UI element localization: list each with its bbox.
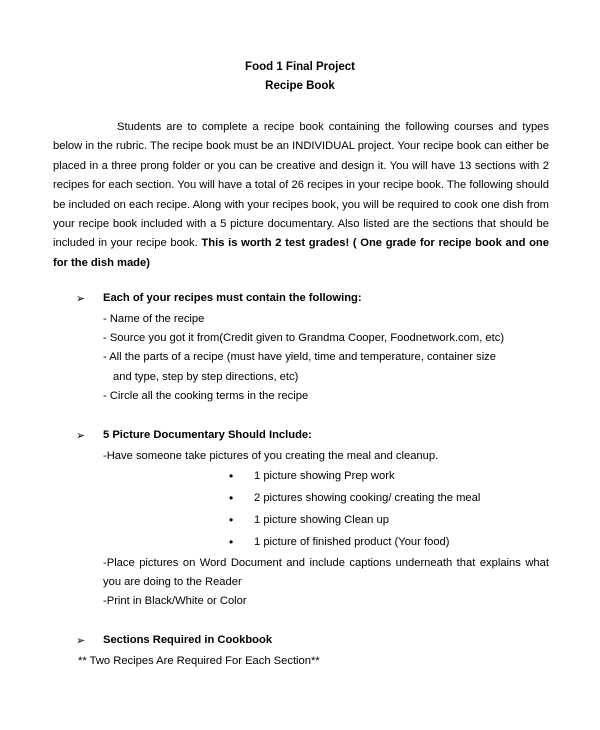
bullet-dot-icon: • [229,513,234,527]
list-item: - Name of the recipe [103,313,205,325]
list-item: -Have someone take pictures of you creating the meal and cleanup. [103,450,439,462]
list-item: - Circle all the cooking terms in the recipe [103,390,309,402]
list-item: -Print in Black/White or Color [103,595,247,607]
arrow-bullet-icon: ➢ [76,293,86,305]
section-note: ** Two Recipes Are Required For Each Section** [78,655,320,667]
bullet-dot-icon: • [229,491,234,505]
list-item: - All the parts of a recipe (must have yield, time and temperature, container size [103,351,496,363]
list-item: and type, step by step directions, etc) [113,371,299,383]
bullet-dot-icon: • [229,469,234,483]
list-item: - Source you got it from(Credit given to Grandma Cooper, Foodnetwork.com, etc) [103,332,505,344]
arrow-bullet-icon: ➢ [76,430,86,442]
section-heading-recipe-contents: Each of your recipes must contain the following: [103,292,362,304]
bullet-item: 1 picture showing Clean up [254,514,389,526]
list-item: you are doing to the Reader [103,576,242,588]
intro-bold-text: This is worth 2 test grades! ( One grade for recipe book and one for the dish made) [53,237,549,269]
bullet-item: 1 picture showing Prep work [254,470,395,482]
document-subtitle: Recipe Book [265,80,335,92]
bullet-dot-icon: • [229,535,234,549]
bullet-item: 2 pictures showing cooking/ creating the meal [254,492,481,504]
section-heading-documentary: 5 Picture Documentary Should Include: [103,429,312,441]
arrow-bullet-icon: ➢ [76,635,86,647]
intro-paragraph [53,118,549,273]
bullet-item: 1 picture of finished product (Your food) [254,536,450,548]
document-title: Food 1 Final Project [245,61,355,73]
section-heading-cookbook-sections: Sections Required in Cookbook [103,634,273,646]
intro-text: Students are to complete a recipe book containing the following courses and types below in the rubric. The recipe book must be an INDIVIDUAL project. Your recipe book can either be placed in a three prong folder or you can be creative and design it. You will have 13 sections with 2 recipes for each section. You will have a total of 26 recipes in your recipe book. The following should be included on each recipe. Along with your recipes book, you will be required to cook one dish from your recipe book included with a 5 picture documentary. Also listed are the sections that should be included in your recipe book. [53,121,549,250]
list-item: -Place pictures on Word Document and include captions underneath that explains what [103,557,549,569]
